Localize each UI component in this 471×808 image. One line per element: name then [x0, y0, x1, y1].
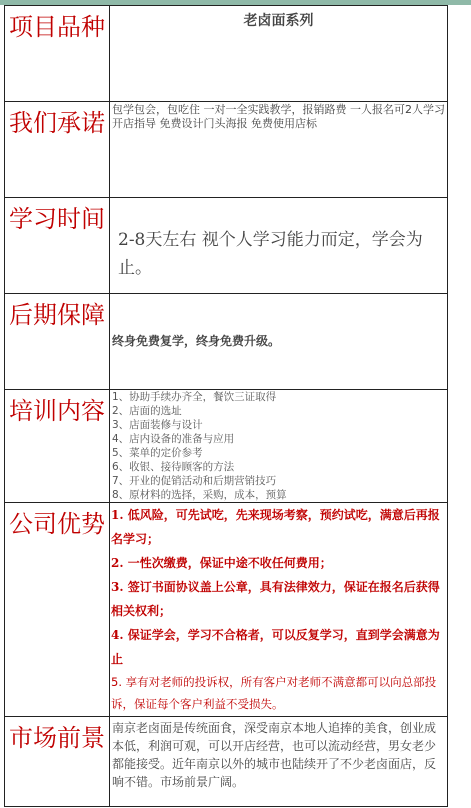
advantage-item: 3. 签订书面协议盖上公章，具有法律效力，保证在报名后获得相关权利； — [111, 580, 440, 618]
row-after-guarantee — [5, 294, 448, 390]
row-label-promise: 我们承诺 — [5, 102, 110, 198]
advantage-item: 5. 享有对老师的投诉权，所有客户对老师不满意都可以向总部投诉，保证每个客户利益不受损失。 — [111, 675, 437, 711]
after-guarantee-text: 终身免费复学，终身免费升级。 — [110, 294, 448, 390]
row-label-advantages: 公司优势 — [5, 503, 110, 717]
training-item: 7、开业的促销活动和后期营销技巧 — [112, 475, 277, 487]
training-item: 6、收银、接待顾客的方法 — [112, 461, 235, 473]
row-promise — [5, 102, 448, 198]
promise-text: 包学包会，包吃住 一对一全实践教学，报销路费 一人报名可2人学习 开店指导 免费设计门头海报 免费使用店标 — [110, 102, 448, 198]
row-study-time — [5, 198, 448, 294]
row-project — [5, 6, 448, 102]
info-table — [4, 5, 448, 807]
row-market — [5, 717, 448, 807]
row-training — [5, 390, 448, 503]
row-label-study-time: 学习时间 — [5, 198, 110, 294]
training-item: 4、店内设备的准备与应用 — [112, 433, 235, 445]
advantage-item: 4. 保证学会，学习不合格者，可以反复学习，直到学会满意为止 — [111, 628, 440, 666]
row-label-after-guarantee: 后期保障 — [5, 294, 110, 390]
advantage-item: 2. 一性次缴费，保证中途不收任何费用； — [111, 556, 332, 570]
training-item: 1、协助手续办齐全，餐饮三证取得 — [112, 391, 277, 403]
training-item: 8、原材料的选择，采购，成本，预算 — [112, 489, 287, 501]
advantage-item: 1. 低风险，可先试吃，先来现场考察，预约试吃，满意后再报名学习； — [111, 508, 440, 546]
training-list — [110, 390, 448, 503]
study-time-text: 2-8天左右 视个人学习能力而定，学会为止。 — [110, 198, 448, 294]
project-name: 老卤面系列 — [110, 6, 448, 102]
row-label-market: 市场前景 — [5, 717, 110, 807]
row-advantages — [5, 503, 448, 717]
advantages-list — [110, 503, 448, 717]
row-label-training: 培训内容 — [5, 390, 110, 503]
training-item: 5、菜单的定价参考 — [112, 447, 203, 459]
training-item: 2、店面的选址 — [112, 405, 182, 417]
training-item: 3、店面装修与设计 — [112, 419, 203, 431]
market-text: 南京老卤面是传统面食，深受南京本地人追捧的美食，创业成本低，利润可观，可以开店经营，也可以流动经营，男女老少都能接受。近年南京以外的城市也陆续开了不少老卤面店，反响不错。市场前景广阔。 — [110, 717, 448, 807]
row-label-project: 项目品种 — [5, 6, 110, 102]
